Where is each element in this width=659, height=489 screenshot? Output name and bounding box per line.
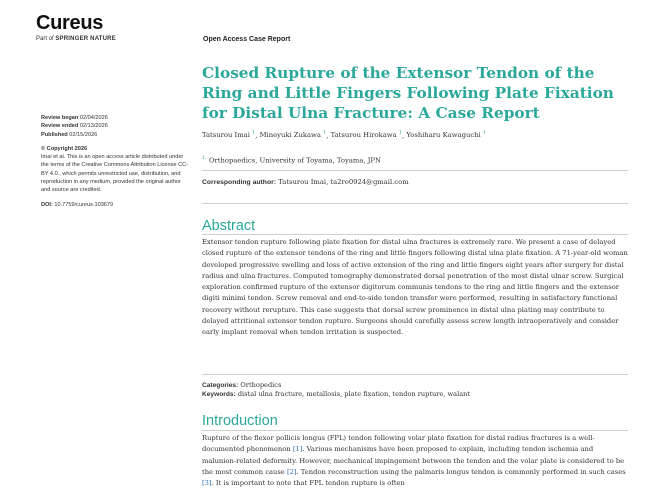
author-affiliation-ref: 1 xyxy=(482,130,487,136)
keywords xyxy=(202,389,470,400)
article-sidebar xyxy=(41,114,191,209)
reference-link[interactable]: [1] xyxy=(292,445,303,454)
divider xyxy=(202,203,628,204)
review-ended-label: Review ended xyxy=(41,123,79,130)
author[interactable] xyxy=(331,131,402,139)
author-name[interactable]: Tatsurou Imai xyxy=(202,131,250,140)
author-name[interactable]: Tatsurou Hirokawa xyxy=(330,131,397,140)
author[interactable] xyxy=(260,131,327,139)
corresponding-author-label: Corresponding author: xyxy=(202,179,277,186)
author-affiliation-ref: 1 xyxy=(252,130,256,136)
affiliation-text: Orthopaedics, University of Toyama, Toyama, JPN xyxy=(208,156,381,165)
doi-value[interactable]: 10.7759/cureus.103679 xyxy=(54,201,114,208)
abstract-text: Extensor tendon rupture following plate fixation for distal ulna fractures is extremely rare. We present a case of delayed closed rupture of the extensor tendons of the ring and little fingers following distal ulna plate fixation. A 71-year-old woman developed progressive swelling and loss of active extension of the ring and little fingers eight years after surgery for distal radius and ulna fractures. Computed tomography demonstrated dorsal penetration of the most distal ulnar screw. Surgical exploration confirmed rupture of the extensor digitorum communis tendons to the ring and little fingers and the extensor digiti minimi tendon. Screw removal and end-to-side tendon transfer were performed, resulting in satisfactory functional recovery without rerupture. This case suggests that dorsal screw prominence in distal ulna plating may contribute to delayed attritional extensor tendon rupture. Surgeons should carefully assess screw length intraoperatively and consider early implant removal when tendon irritation is suspected. xyxy=(202,238,628,337)
author-affiliation-ref: 1 xyxy=(398,130,403,136)
brand-part-of-prefix: Part of xyxy=(36,36,54,42)
keywords-label: Keywords: xyxy=(202,391,236,398)
intro-text-part: . Tendon reconstruction using the palmaris longus tendon is commonly performed in such cases xyxy=(296,467,626,476)
review-ended xyxy=(41,122,191,130)
review-began-label: Review began xyxy=(41,115,79,121)
author[interactable] xyxy=(406,131,486,139)
author-name[interactable]: Mineyuki Zukawa xyxy=(259,131,321,140)
copyright xyxy=(41,145,191,153)
affiliation-number: 1. xyxy=(202,155,207,161)
author-affiliation-ref: 1 xyxy=(323,130,327,136)
introduction-heading: Introduction xyxy=(202,413,278,429)
corresponding-author xyxy=(202,178,409,186)
divider xyxy=(202,374,628,375)
divider xyxy=(202,234,628,235)
author-list: Tatsurou Imai $^1$, Mineyuki Zukawa $^1$, Tatsurou Hirokawa $^1$, Yoshiharu Kawaguchi $^1$ xyxy=(202,130,487,140)
cureus-logo[interactable] xyxy=(36,12,116,43)
intro-text-part: . Various mechanisms have been proposed to explain, including tendon ischemia and malunion-related deformity. However, mechanical impingement between the tendon and the volar plate is considered to be the most common cause xyxy=(202,445,625,476)
review-began-date: 02/04/2026 xyxy=(79,115,108,121)
published-label: Published xyxy=(41,131,68,138)
corresponding-author-text[interactable]: Tatsurou Imai, ta2ro0924@gmail.com xyxy=(278,178,409,186)
published xyxy=(41,131,191,139)
intro-text-part: . It is important to note that FPL tendon rupture is often xyxy=(211,479,405,488)
article-type-label: Open Access Case Report xyxy=(203,36,291,43)
article-title: Closed Rupture of the Extensor Tendon of the Ring and Little Fingers Following Plate Fixation for Distal Ulna Fracture: A Case Report xyxy=(202,64,614,122)
categories-label: Categories: xyxy=(202,382,239,389)
keywords-value: distal ulna fracture, metallosis, plate fixation, tendon rupture, walant xyxy=(237,390,471,398)
author[interactable] xyxy=(202,131,255,139)
divider xyxy=(202,170,628,171)
reference-link[interactable]: [3] xyxy=(202,479,212,488)
published-date: 02/15/2026 xyxy=(69,131,98,138)
brand-part-of-name: SPRINGER NATURE xyxy=(55,36,116,42)
review-ended-date: 02/13/2026 xyxy=(79,123,108,130)
reference-link[interactable]: [2] xyxy=(286,467,297,476)
review-began xyxy=(41,114,191,122)
divider xyxy=(202,430,628,431)
brand-subtitle xyxy=(36,35,116,43)
brand-name: Cureus xyxy=(36,12,104,34)
affiliation xyxy=(202,155,381,164)
doi-label: DOI: xyxy=(41,201,53,208)
abstract-heading: Abstract xyxy=(202,218,256,234)
author-name[interactable]: Yoshiharu Kawaguchi xyxy=(406,131,481,140)
categories-value[interactable]: Orthopedics xyxy=(240,381,282,389)
license-text: Imai et al. This is an open access article distributed under the terms of the Creative Commons Attribution License CC-BY 4.0., which permits unrestricted use, distribution, and reproduction in any medium, provided the original author and source are credited. xyxy=(41,154,189,194)
intro-text-part: Rupture of the flexor pollicis longus (FPL) tendon following volar plate fixation for distal radius fractures is a well-documented phenomenon xyxy=(202,434,595,454)
doi[interactable] xyxy=(41,201,191,209)
copyright-text: © Copyright 2026 xyxy=(41,145,88,152)
